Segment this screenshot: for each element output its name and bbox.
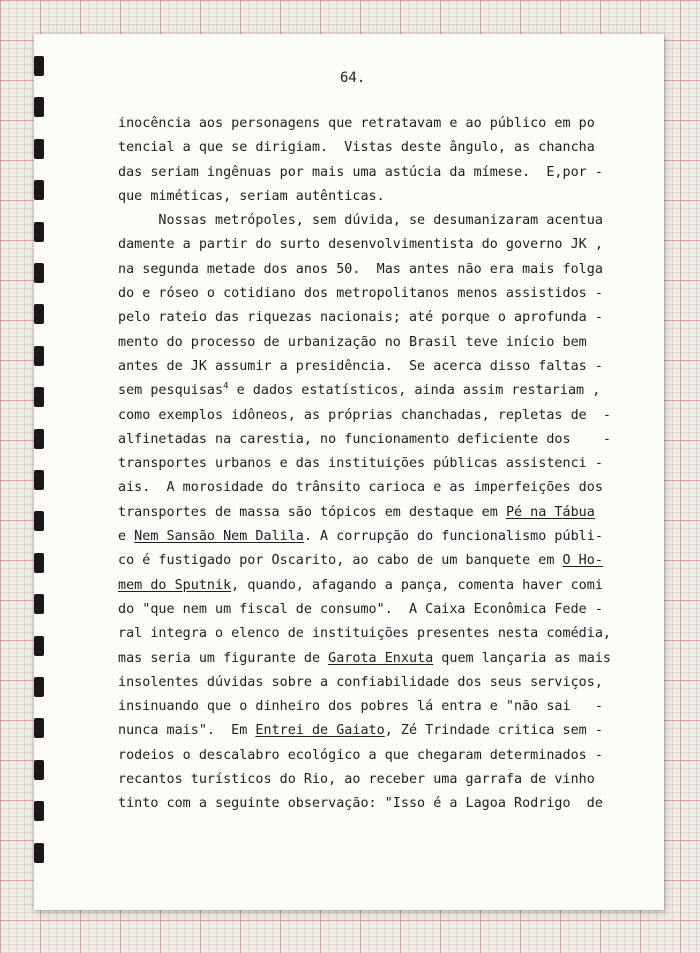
text-segment: insolentes dúvidas sobre a confiabilidade dos seus serviços,: [118, 674, 603, 690]
binder-hole: [34, 429, 44, 449]
text-line: [118, 355, 611, 379]
text-segment: transportes urbanos e das instituições públicas assistenci -: [118, 456, 603, 472]
text-line: [118, 622, 611, 646]
text-segment: transportes de massa são tópicos em destaque em: [118, 504, 506, 520]
binder-hole: [34, 97, 44, 117]
text-segment: alfinetadas na carestia, no funcionamento deficiente dos -: [118, 431, 611, 447]
binder-hole: [34, 636, 44, 656]
text-segment: do e róseo o cotidiano dos metropolitanos menos assistidos -: [118, 286, 603, 302]
underlined-title: O Ho-: [562, 553, 603, 569]
text-line: [118, 306, 611, 330]
text-segment: mas seria um figurante de: [118, 650, 329, 666]
text-line: [118, 574, 611, 598]
page-number: 64.: [340, 70, 366, 86]
text-segment: Nossas metrópoles, sem dúvida, se desumanizaram acentua: [118, 213, 603, 229]
text-segment: e: [118, 529, 135, 545]
binder-hole: [34, 677, 44, 697]
binder-hole: [34, 801, 44, 821]
text-line: [118, 719, 611, 743]
underlined-title: Garota Enxuta: [328, 650, 434, 666]
text-line: [118, 136, 611, 160]
text-segment: pelo rateio das riquezas nacionais; até porque o aprofunda -: [118, 310, 603, 326]
text-line: [118, 331, 611, 355]
text-line: [118, 452, 611, 476]
text-line: [118, 695, 611, 719]
text-segment: , Zé Trindade critica sem -: [384, 723, 603, 739]
binder-hole: [34, 553, 44, 573]
body-text: [118, 112, 611, 817]
text-line: [118, 768, 611, 792]
text-segment: damente a partir do surto desenvolvimentista do governo JK ,: [118, 237, 603, 253]
text-line: [118, 428, 611, 452]
text-line: [118, 671, 611, 695]
footnote-marker: 4: [223, 381, 229, 392]
text-segment: mento do processo de urbanização no Brasil teve início bem: [118, 334, 587, 350]
text-segment: insinuando que o dinheiro dos pobres lá entra e "não sai -: [118, 699, 603, 715]
text-segment: . A corrupção do funcionalismo públi-: [303, 529, 603, 545]
binder-hole: [34, 760, 44, 780]
underlined-title: Pé na Tábua: [505, 504, 595, 520]
text-segment: tinto com a seguinte observação: "Isso é a Lagoa Rodrigo de: [118, 796, 603, 812]
text-segment: rodeios o descalabro ecológico a que chegaram determinados -: [118, 747, 603, 763]
text-line: [118, 209, 611, 233]
text-segment: como exemplos idôneos, as próprias chanchadas, repletas de -: [118, 407, 611, 423]
text-segment: antes de JK assumir a presidência. Se acerca disso faltas -: [118, 358, 603, 374]
text-line: [118, 233, 611, 257]
text-line: [118, 501, 611, 525]
binder-hole: [34, 304, 44, 324]
text-line: [118, 258, 611, 282]
binder-hole: [34, 718, 44, 738]
text-segment: na segunda metade dos anos 50. Mas antes não era mais folga: [118, 261, 603, 277]
text-line: [118, 161, 611, 185]
text-line: [118, 379, 611, 403]
binder-hole: [34, 594, 44, 614]
binder-hole: [34, 843, 44, 863]
binder-hole: [34, 387, 44, 407]
binder-hole: [34, 346, 44, 366]
text-segment: , quando, afagando a pança, comenta haver comi: [231, 577, 603, 593]
underlined-title: Entrei de Gaiato: [255, 723, 385, 739]
text-line: [118, 404, 611, 428]
text-segment: inocência aos personagens que retratavam e ao público em po: [118, 116, 595, 131]
binder-hole: [34, 470, 44, 490]
text-line: [118, 792, 611, 816]
text-segment: nunca mais". Em: [118, 723, 256, 739]
text-line: [118, 598, 611, 622]
text-segment: sem pesquisas: [118, 383, 224, 399]
text-segment: ral integra o elenco de instituições presentes nesta comédia,: [118, 626, 611, 642]
text-line: [118, 647, 611, 671]
text-segment: co é fustigado por Oscarito, ao cabo de um banquete em: [118, 553, 563, 569]
binder-hole: [34, 222, 44, 242]
text-segment: das seriam ingênuas por mais uma astúcia da mímese. E,por -: [118, 164, 603, 180]
text-segment: recantos turísticos do Rio, ao receber uma garrafa de vinho: [118, 772, 595, 788]
binder-hole: [34, 263, 44, 283]
underlined-title: mem do Sputnik: [118, 577, 232, 593]
text-line: [118, 744, 611, 768]
underlined-title: Nem Sansão Nem Dalila: [134, 529, 304, 545]
binder-hole: [34, 139, 44, 159]
binder-hole: [34, 56, 44, 76]
text-line: [118, 549, 611, 573]
binder-hole: [34, 511, 44, 531]
text-segment: tencial a que se dirigiam. Vistas deste ângulo, as chancha: [118, 140, 595, 156]
text-line: [118, 185, 611, 209]
text-line: [118, 112, 611, 136]
text-segment: que miméticas, seriam autênticas.: [118, 188, 385, 204]
text-line: [118, 282, 611, 306]
text-segment: ais. A morosidade do trânsito carioca e as imperfeições dos: [118, 480, 603, 496]
text-segment: quem lançaria as mais: [433, 650, 612, 666]
text-line: [118, 476, 611, 500]
text-line: [118, 525, 611, 549]
text-segment: e dados estatísticos, ainda assim restariam ,: [228, 383, 601, 399]
text-segment: do "que nem um fiscal de consumo". A Caixa Econômica Fede -: [118, 601, 603, 617]
binder-hole: [34, 180, 44, 200]
